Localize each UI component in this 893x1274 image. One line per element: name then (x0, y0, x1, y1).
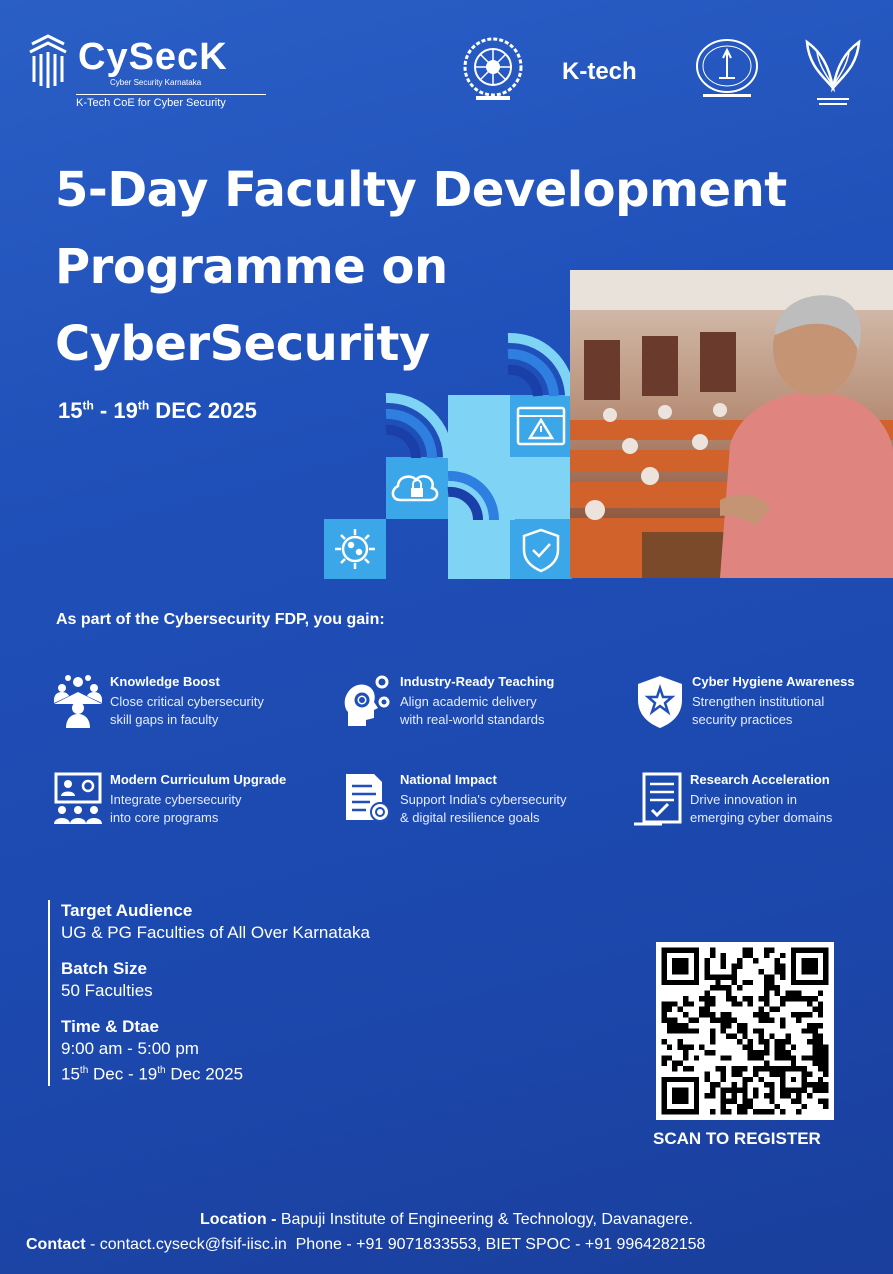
team-icon (52, 674, 104, 730)
start-day: 15 (58, 398, 83, 423)
gears-head-icon (342, 674, 394, 730)
date-end-ordinal: th (157, 1065, 166, 1076)
gain-title: Research Acceleration (690, 772, 830, 787)
contact-label: Contact (26, 1236, 86, 1253)
gain-industry-ready-teaching (342, 674, 602, 744)
gains-heading: As part of the Cybersecurity FDP, you gain: (56, 611, 385, 628)
location-value: Bapuji Institute of Engineering & Technology, Davanagere. (276, 1211, 693, 1228)
gain-title: National Impact (400, 772, 497, 787)
gain-description (400, 791, 600, 827)
gain-title: Industry-Ready Teaching (400, 674, 555, 689)
gain-cyber-hygiene-awareness (634, 674, 884, 744)
registration-qr-code[interactable] (656, 942, 834, 1120)
gain-desc-line-1: Support India's cybersecurity (400, 792, 567, 807)
gain-national-impact (342, 772, 602, 842)
batch-label: Batch Size (61, 959, 147, 978)
gain-desc-line-1: Strengthen institutional (692, 694, 825, 709)
gain-research-acceleration (632, 772, 884, 842)
programme-details (48, 900, 461, 1086)
gain-description (690, 791, 890, 827)
contact-value: - contact.cyseck@fsif-iisc.in Phone - +91 9071833553, BIET SPOC - +91 9964282158 (85, 1236, 706, 1253)
scan-to-register-label: SCAN TO REGISTER (653, 1129, 821, 1148)
wings-foundation-logo (803, 36, 863, 108)
date-end: Dec 2025 (165, 1064, 244, 1084)
time-label: Time & Dtae (61, 1017, 159, 1036)
date-separator: - (93, 398, 114, 423)
gain-title: Cyber Hygiene Awareness (692, 674, 855, 689)
time-value: 9:00 am - 5:00 pm (61, 1039, 199, 1058)
end-month-year: DEC 2025 (149, 398, 257, 423)
fingerprint-logo-icon (26, 34, 70, 92)
title-line-2: Programme on (55, 239, 448, 295)
gain-desc-line-1: Integrate cybersecurity (110, 792, 242, 807)
lecture-hall-photo (570, 270, 893, 578)
location-label: Location - (199, 1211, 277, 1228)
gain-desc-line-2: & digital resilience goals (400, 810, 540, 825)
cyseck-logo (26, 34, 256, 114)
end-day: 19 (113, 398, 138, 423)
gain-description (400, 693, 600, 729)
gain-desc-line-1: Close critical cybersecurity (110, 694, 264, 709)
date-range (61, 1060, 461, 1086)
audience-label: Target Audience (61, 901, 193, 920)
gain-description (692, 693, 892, 729)
gain-description (110, 693, 310, 729)
gain-desc-line-2: skill gaps in faculty (110, 712, 219, 727)
title-line-3: CyberSecurity (55, 316, 430, 372)
gain-desc-line-1: Drive innovation in (690, 792, 797, 807)
gain-description (110, 791, 310, 827)
location-line (0, 1211, 893, 1229)
report-icon (632, 772, 684, 828)
time-and-date (61, 1016, 461, 1086)
brand-tagline: Cyber Security Karnataka (110, 78, 202, 87)
gain-desc-line-2: into core programs (110, 810, 219, 825)
gain-modern-curriculum-upgrade (52, 772, 312, 842)
date-start-ordinal: th (79, 1065, 89, 1076)
brand-subtitle: K-Tech CoE for Cyber Security (76, 94, 266, 109)
gain-knowledge-boost (52, 674, 312, 744)
gain-desc-line-1: Align academic delivery (400, 694, 537, 709)
certificate-icon (342, 772, 394, 828)
contact-line (26, 1236, 705, 1254)
end-ordinal: th (137, 398, 150, 413)
date-start: 15 (61, 1064, 80, 1084)
brand-name: CySecK (78, 36, 228, 78)
gain-title: Modern Curriculum Upgrade (110, 772, 287, 787)
shield-star-icon (634, 674, 686, 730)
presentation-icon (52, 772, 104, 828)
programme-dates (58, 398, 257, 424)
institution-seal-logo (693, 36, 761, 102)
target-audience (61, 900, 461, 944)
gain-title: Knowledge Boost (110, 674, 220, 689)
audience-value: UG & PG Faculties of All Over Karnataka (61, 923, 370, 942)
batch-value: 50 Faculties (61, 981, 153, 1000)
gain-desc-line-2: with real-world standards (400, 712, 545, 727)
start-ordinal: th (82, 398, 94, 413)
ktech-logo: K-tech (562, 58, 637, 85)
batch-size (61, 958, 461, 1002)
iisc-emblem-logo (462, 36, 524, 102)
gain-desc-line-2: emerging cyber domains (690, 810, 833, 825)
gain-desc-line-2: security practices (692, 712, 793, 727)
date-mid: Dec - 19 (88, 1064, 158, 1084)
title-line-1: 5-Day Faculty Development (55, 162, 787, 218)
cyber-tiles-graphic (320, 330, 580, 580)
